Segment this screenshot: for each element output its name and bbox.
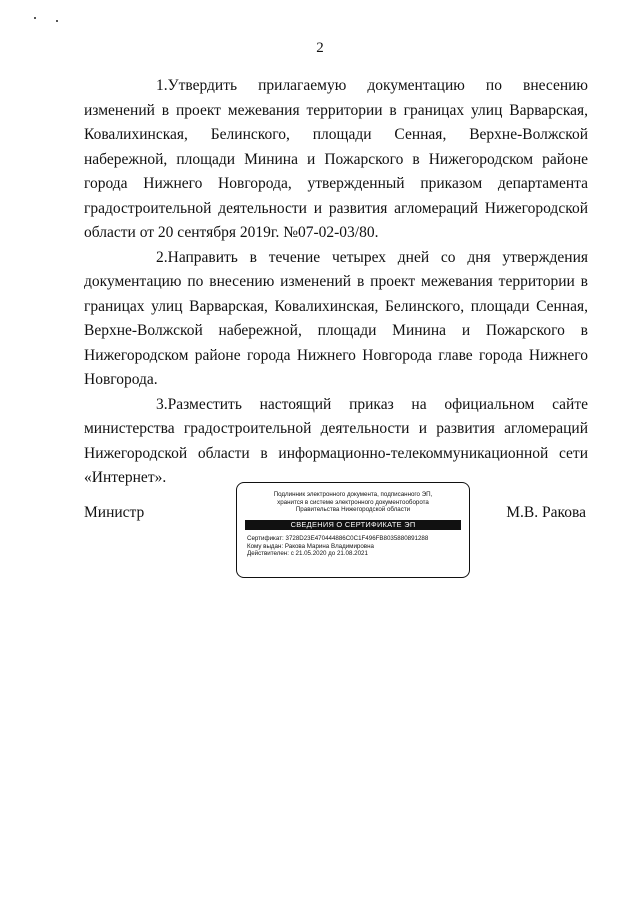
certificate-row: [247, 535, 469, 543]
stamp-note-line: Правительства Нижегородской области: [295, 506, 411, 514]
validity-label: Действителен:: [247, 550, 289, 558]
signatory-name: М.В. Ракова: [506, 504, 586, 521]
electronic-signature-stamp: [236, 482, 470, 578]
issued-to-label: Кому выдан:: [247, 542, 284, 550]
scan-speck: [34, 17, 36, 19]
stamp-note: [237, 491, 469, 514]
scan-speck: [56, 20, 58, 22]
paragraph-2: [84, 246, 588, 393]
certificate-label: Сертификат:: [247, 534, 284, 542]
signatory-title: Министр: [84, 504, 145, 521]
certificate-value: 3728D23E470444886C0C1F496FB8035880891288: [285, 534, 429, 542]
paragraph-number: 1.: [156, 77, 168, 94]
paragraph-text: Разместить настоящий приказ на официальном сайте министерства градостроительной деятельности и развития агломераций Нижегородской области в информационно-телекоммуникационной сети «Интернет».: [84, 395, 588, 486]
stamp-details: [247, 535, 469, 558]
stamp-note-line: хранится в системе электронного документооборота: [277, 498, 429, 506]
issued-to-row: [247, 543, 469, 551]
validity-row: [247, 550, 469, 558]
paragraph-text: Направить в течение четырех дней со дня утверждения документацию по внесению изменений в проект межевания территории в границах улиц Варварская, Ковалихинская, Белинского, площади Сенная, Верхне-Волжской набережной, площади Минина и Пожарского в Нижегородском районе города Нижнего Новгорода главе города Нижнего Новгорода.: [84, 248, 588, 388]
paragraph-text: Утвердить прилагаемую документацию по внесению изменений в проект межевания территории в границах улиц Варварская, Ковалихинская, Белинского, площади Сенная, Верхне-Волжской набережной, площади Минина и Пожарского в Нижегородском районе города Нижнего Новгорода, утвержденный приказом департамента градостроительной деятельности и развития агломераций Нижегородской области от 20 сентября 2019г. №07-02-03/80.: [84, 77, 588, 241]
page-number: 2: [316, 40, 324, 56]
validity-value: с 21.05.2020 до 21.08.2021: [290, 550, 368, 558]
document-body: [84, 74, 588, 491]
paragraph-number: 3.: [156, 395, 168, 413]
stamp-note-line: Подлинник электронного документа, подписанного ЭП,: [273, 491, 433, 498]
issued-to-value: Ракова Марина Владимировна: [284, 542, 374, 550]
paragraph-number: 2.: [156, 248, 168, 266]
stamp-header: СВЕДЕНИЯ О СЕРТИФИКАТЕ ЭП: [245, 520, 461, 530]
paragraph-1: [84, 74, 588, 246]
paragraph-3: [84, 393, 588, 491]
